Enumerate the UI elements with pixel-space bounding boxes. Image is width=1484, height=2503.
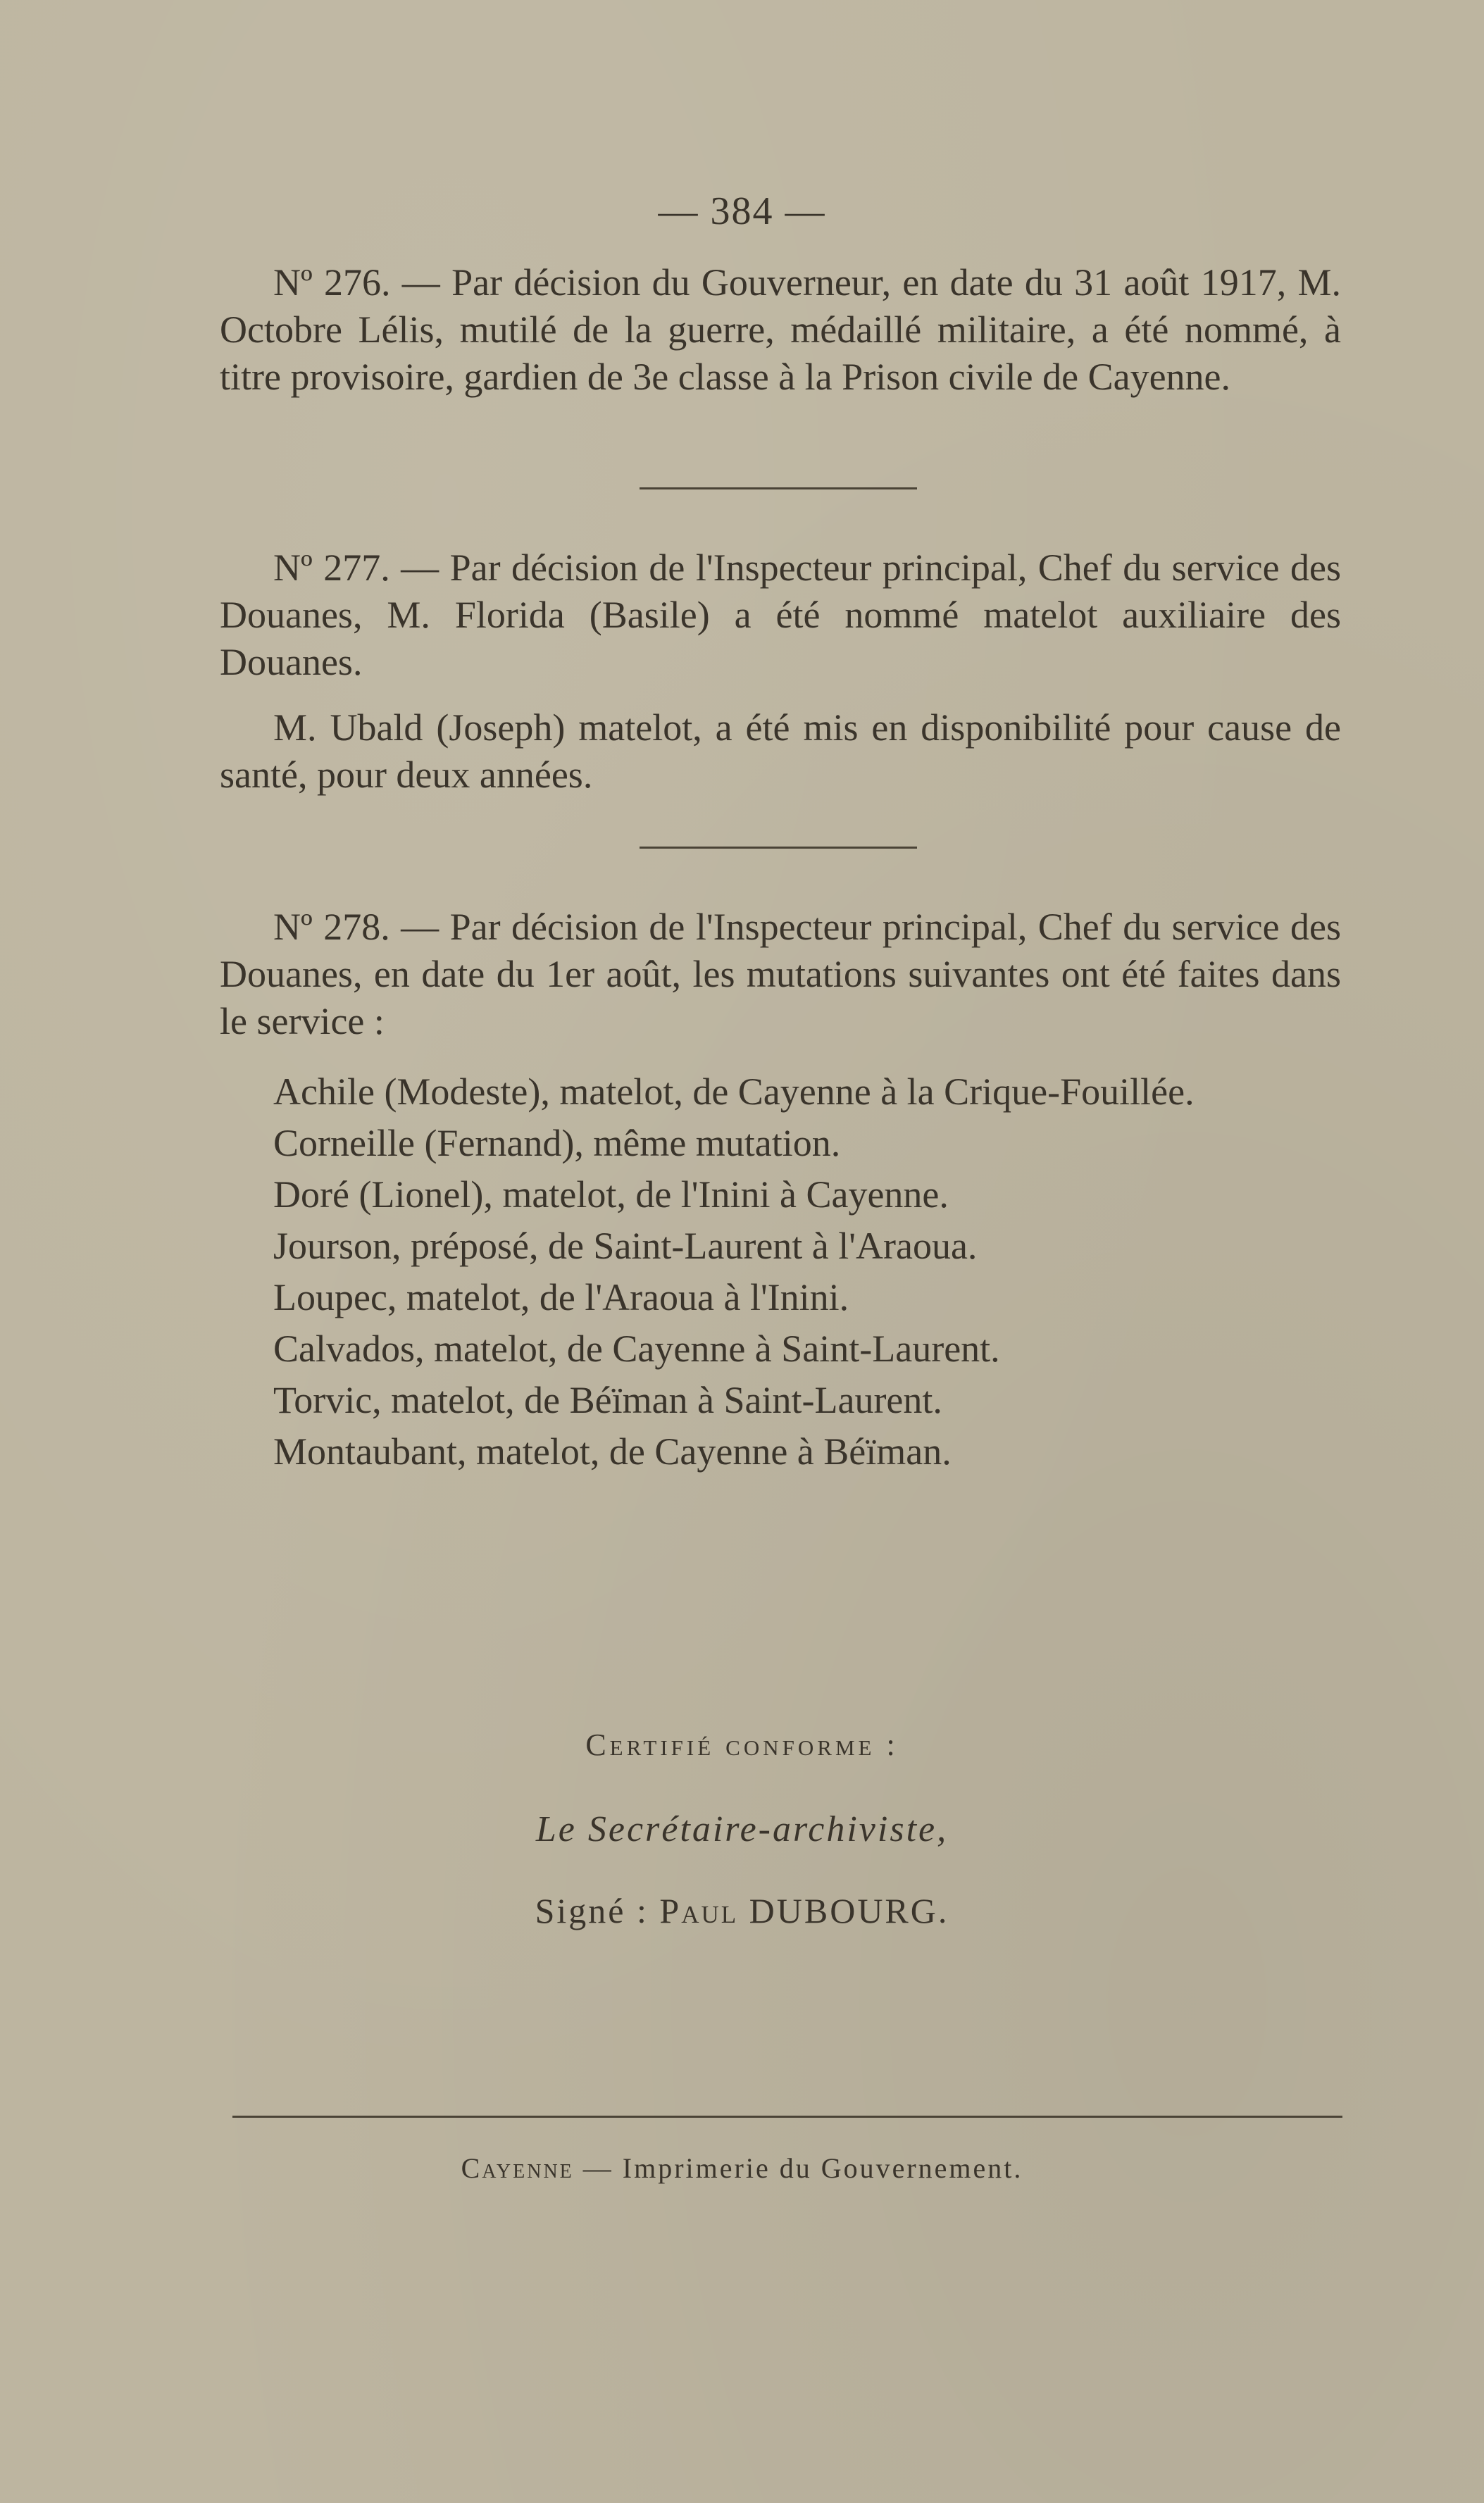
- list-item: Achile (Modeste), matelot, de Cayenne à la Crique-Fouillée.: [273, 1071, 1195, 1113]
- list-item: Jourson, préposé, de Saint-Laurent à l'Araoua.: [273, 1225, 978, 1267]
- secretaire-title: Le Secrétaire-archiviste,: [535, 1809, 949, 1849]
- mutations-list: [273, 1066, 1400, 1478]
- entry-277-paragraph: Nº 277. — Par décision de l'Inspecteur principal, Chef du service des Douanes, M. Florida (Basile) a été nommé matelot auxiliaire des Douanes.: [220, 547, 1341, 683]
- entry-278-paragraph: Nº 278. — Par décision de l'Inspecteur principal, Chef du service des Douanes, en date du 1er août, les mutations suivantes ont été faites dans le service :: [220, 906, 1341, 1042]
- signature-line: [0, 1890, 1484, 1931]
- separator-rule: [640, 847, 917, 849]
- signe-name: Paul DUBOURG.: [659, 1891, 949, 1930]
- imprint-separator: —: [582, 2152, 613, 2184]
- footer-rule: [232, 2116, 1342, 2118]
- entry-277-disponibilite: M. Ubald (Joseph) matelot, a été mis en disponibilité pour cause de santé, pour deux années.: [220, 706, 1341, 796]
- separator-rule: [640, 487, 917, 489]
- certifie-conforme: Certifié conforme :: [585, 1728, 899, 1762]
- imprint-printer: Imprimerie du Gouvernement.: [622, 2152, 1023, 2184]
- signe-label: Signé :: [535, 1891, 649, 1930]
- imprint-city: Cayenne: [461, 2152, 574, 2184]
- list-item: Corneille (Fernand), même mutation.: [273, 1122, 841, 1164]
- entry-276-paragraph: Nº 276. — Par décision du Gouverneur, en date du 31 août 1917, M. Octobre Lélis, mutilé de la guerre, médaillé militaire, a été nommé, à titre provisoire, gardien de 3e classe à la Prison civile de Cayenne.: [220, 261, 1341, 398]
- list-item: Calvados, matelot, de Cayenne à Saint-Laurent.: [273, 1328, 1000, 1370]
- page-number: — 384 —: [658, 189, 826, 233]
- imprint-line: [0, 2152, 1484, 2185]
- list-item: Montaubant, matelot, de Cayenne à Béïman.: [273, 1430, 952, 1473]
- list-item: Loupec, matelot, de l'Araoua à l'Inini.: [273, 1276, 849, 1318]
- list-item: Torvic, matelot, de Béïman à Saint-Laurent.: [273, 1379, 942, 1421]
- list-item: Doré (Lionel), matelot, de l'Inini à Cayenne.: [273, 1173, 949, 1216]
